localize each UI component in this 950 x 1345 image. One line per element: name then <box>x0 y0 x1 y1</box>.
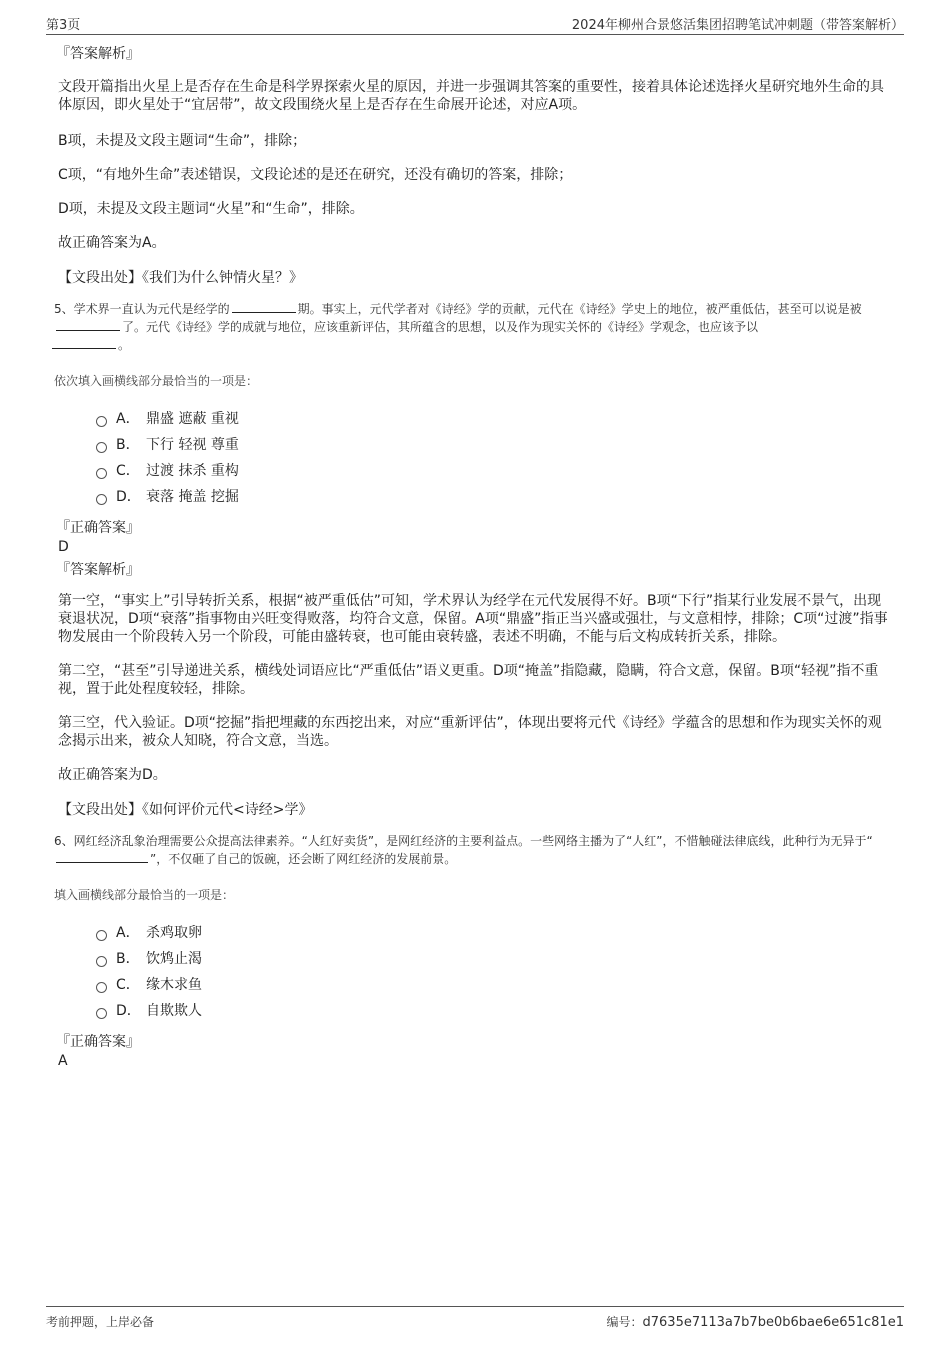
document-body <box>56 44 892 1074</box>
analysis-paragraph: D项，未提及文段主题词“火星”和“生命”，排除。 <box>58 201 364 217</box>
correct-answer: D <box>58 539 69 555</box>
footer-slogan: 考前押题，上岸必备 <box>46 1315 155 1329</box>
correct-answer: A <box>58 1053 68 1069</box>
question-5-prompt: 依次填入画横线部分最恰当的一项是： <box>54 374 259 388</box>
document-title: 2024年柳州合景悠活集团招聘笔试冲刺题（带答案解析） <box>571 18 904 33</box>
radio-icon[interactable] <box>96 468 107 479</box>
option-c[interactable]: C． 过渡 抹杀 重构 <box>96 458 892 484</box>
text-source: 【文段出处】《如何评价元代<诗经>学》 <box>58 802 313 818</box>
question-6-stem: 6、网红经济乱象治理需要公众提高法律素养。“人红好卖货”，是网红经济的主要利益点。一些网络主播为了“人红”，不惜触碰法律底线，此种行为无异于“”，不仅砸了自己的饭碗，还会断了网红经济的发展前景。 <box>54 834 873 866</box>
option-c[interactable]: C． 缘木求鱼 <box>96 972 892 998</box>
option-a[interactable]: A． 鼎盛 遮蔽 重视 <box>96 406 892 432</box>
option-b[interactable]: B． 饮鸩止渴 <box>96 946 892 972</box>
question-5-stem: 5、学术界一直认为元代是经学的 期。事实上，元代学者对《诗经》学的贡献，元代在《诗经》学史上的地位，被严重低估，甚至可以说是被了。元代《诗经》学的成就与地位，应该重新评估，其所蕴含的思想，以及作为现实关怀的《诗经》学观念，也应该予以 。 <box>54 302 862 352</box>
analysis-paragraph: 文段开篇指出火星上是否存在生命是科学界探索火星的原因，并进一步强调其答案的重要性，接着具体论述选择火星研究地外生命的具体原因，即火星处于“宜居带”，故文段围绕火星上是否存在生命展开论述，对应A项。 <box>58 79 884 113</box>
analysis-paragraph: B项，未提及文段主题词“生命”，排除； <box>58 133 307 149</box>
blank-line <box>232 300 296 313</box>
question-5-options <box>96 406 892 510</box>
radio-icon[interactable] <box>96 494 107 505</box>
option-d[interactable]: D． 衰落 掩盖 挖掘 <box>96 484 892 510</box>
blank-line <box>56 318 120 331</box>
correct-answer-heading: 『正确答案』 <box>56 520 140 536</box>
analysis-paragraph: 第一空，“事实上”引导转折关系，根据“被严重低估”可知，学术界认为经学在元代发展得不好。B项“下行”指某行业发展不景气，出现衰退状况，D项“衰落”指事物由兴旺变得败落，均符合文意，保留。A项“鼎盛”指正当兴盛或强壮，与文意相悖，排除；C项“过渡”指事物发展由一个阶段转入另一个阶段，可能由盛转衰，也可能由衰转盛，表述不明确，不能与后文构成转折关系，排除。 <box>58 593 888 645</box>
document-code: 编号：d7635e7113a7b7be0b6bae6e651c81e1 <box>606 1315 904 1330</box>
option-b[interactable]: B． 下行 轻视 尊重 <box>96 432 892 458</box>
page-header <box>46 12 904 35</box>
answer-conclusion: 故正确答案为D。 <box>58 767 167 783</box>
text-source: 【文段出处】《我们为什么钟情火星？》 <box>58 270 303 286</box>
radio-icon[interactable] <box>96 442 107 453</box>
answer-conclusion: 故正确答案为A。 <box>58 235 166 251</box>
correct-answer-heading: 『正确答案』 <box>56 1034 140 1050</box>
question-6-prompt: 填入画横线部分最恰当的一项是： <box>54 888 235 902</box>
question-6-options <box>96 920 892 1024</box>
analysis-heading: 『答案解析』 <box>56 46 140 62</box>
blank-line <box>56 850 148 863</box>
radio-icon[interactable] <box>96 982 107 993</box>
radio-icon[interactable] <box>96 956 107 967</box>
analysis-paragraph: C项，“有地外生命”表述错误，文段论述的是还在研究，还没有确切的答案，排除； <box>58 167 573 183</box>
analysis-heading: 『答案解析』 <box>56 562 140 578</box>
radio-icon[interactable] <box>96 416 107 427</box>
radio-icon[interactable] <box>96 1008 107 1019</box>
option-d[interactable]: D． 自欺欺人 <box>96 998 892 1024</box>
analysis-paragraph: 第二空，“甚至”引导递进关系，横线处词语应比“严重低估”语义更重。D项“掩盖”指隐藏，隐瞒，符合文意，保留。B项“轻视”指不重视，置于此处程度较轻，排除。 <box>58 663 879 697</box>
page-footer <box>46 1306 904 1331</box>
blank-line <box>52 336 116 349</box>
page-number: 第3页 <box>46 18 81 33</box>
radio-icon[interactable] <box>96 930 107 941</box>
option-a[interactable]: A． 杀鸡取卵 <box>96 920 892 946</box>
analysis-paragraph: 第三空，代入验证。D项“挖掘”指把埋藏的东西挖出来，对应“重新评估”，体现出要将元代《诗经》学蕴含的思想和作为现实关怀的观念揭示出来，被众人知晓，符合文意，当选。 <box>58 715 882 749</box>
